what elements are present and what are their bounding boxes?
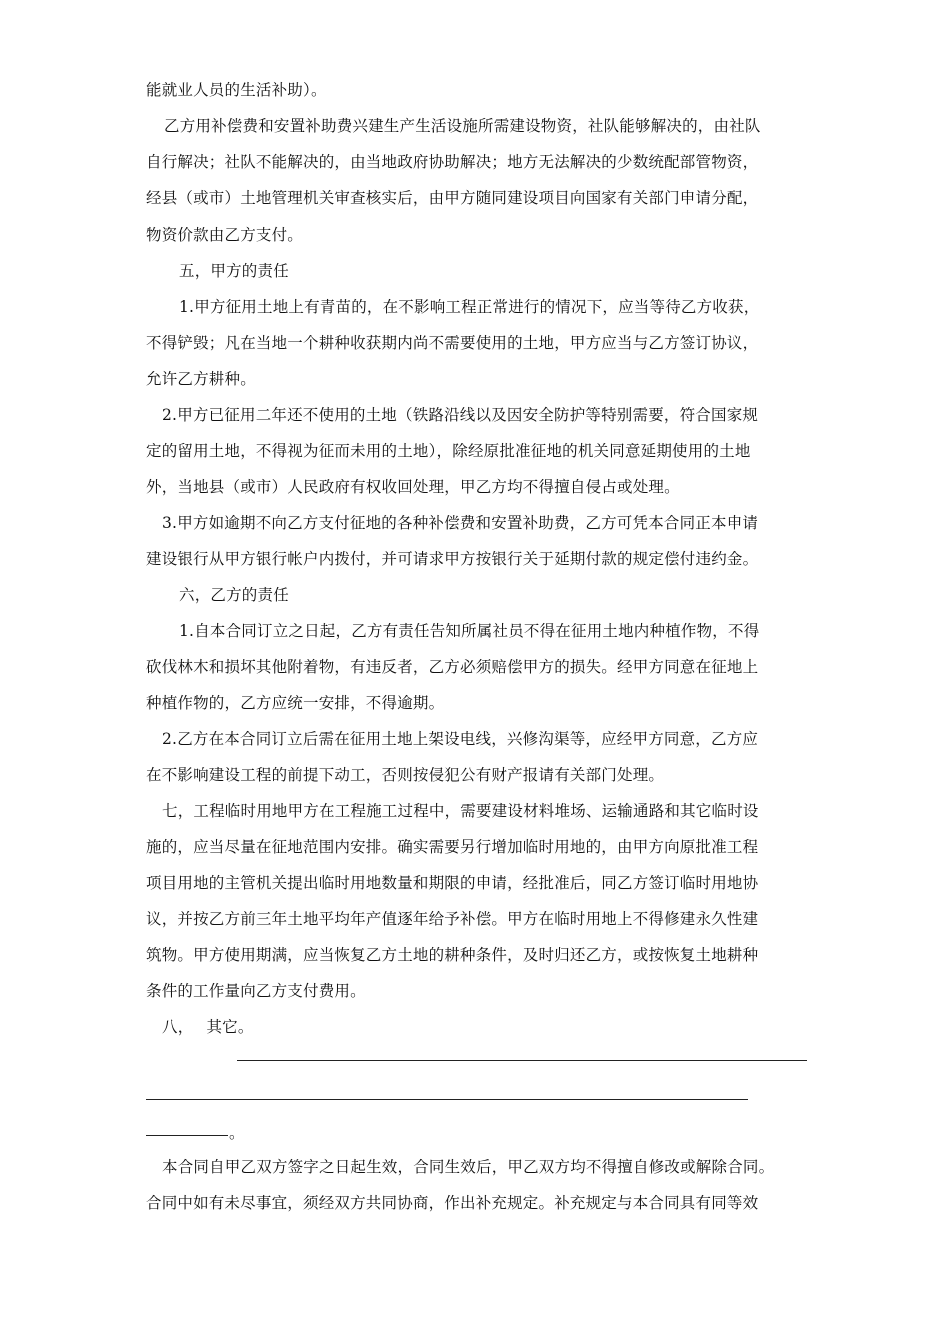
text-line: 砍伐林木和损坏其他附着物，有违反者，乙方必须赔偿甲方的损失。经甲方同意在征地上 (146, 658, 759, 676)
text-line: 能就业人员的生活补助）。 (146, 81, 327, 99)
text-line: 在不影响建设工程的前提下动工，否则按侵犯公有财产报请有关部门处理。 (146, 766, 665, 784)
text-line: 筑物。甲方使用期满，应当恢复乙方土地的耕种条件，及时归还乙方，或按恢复土地耕种 (146, 946, 759, 964)
text-line: 定的留用土地，不得视为征而未用的土地），除经原批准征地的机关同意延期使用的土地 (146, 442, 751, 460)
text-line: 乙方用补偿费和安置补助费兴建生产生活设施所需建设物资，社队能够解决的，由社队 (164, 117, 761, 135)
fill-in-line (146, 1135, 228, 1136)
text-line: 合同中如有未尽事宜，须经双方共同协商，作出补充规定。补充规定与本合同具有同等效 (146, 1194, 759, 1212)
text-line: 物资价款由乙方支付。 (146, 226, 304, 244)
text-line: 1.甲方征用土地上有青苗的，在不影响工程正常进行的情况下，应当等待乙方收获， (179, 298, 760, 316)
text-line: 2.甲方已征用二年还不使用的土地（铁路沿线以及因安全防护等特别需要，符合国家规 (162, 406, 759, 424)
text-line: 经县（或市）土地管理机关审查核实后，由甲方随同建设项目向国家有关部门申请分配， (146, 189, 759, 207)
text-line: 允许乙方耕种。 (146, 370, 256, 388)
section-heading: 五，甲方的责任 (179, 262, 289, 280)
fill-in-line (146, 1099, 748, 1100)
text-line: 议，并按乙方前三年土地平均年产值逐年给予补偿。甲方在临时用地上不得修建永久性建 (146, 910, 759, 928)
text-line: 七，工程临时用地甲方在工程施工过程中，需要建设材料堆场、运输通路和其它临时设 (162, 802, 759, 820)
fill-in-line (237, 1060, 807, 1061)
text-line: 不得铲毁；凡在当地一个耕种收获期内尚不需要使用的土地，甲方应当与乙方签订协议， (146, 334, 759, 352)
text-line: 2.乙方在本合同订立后需在征用土地上架设电线，兴修沟渠等，应经甲方同意，乙方应 (162, 730, 759, 748)
text-line: 种植作物的，乙方应统一安排，不得逾期。 (146, 694, 445, 712)
text-line: 自行解决；社队不能解决的，由当地政府协助解决；地方无法解决的少数统配部管物资， (146, 153, 759, 171)
text-line: 3.甲方如逾期不向乙方支付征地的各种补偿费和安置补助费，乙方可凭本合同正本申请 (162, 514, 759, 532)
text-line: 建设银行从甲方银行帐户内拨付，并可请求甲方按银行关于延期付款的规定偿付违约金。 (146, 550, 759, 568)
text-line: 1.自本合同订立之日起，乙方有责任告知所属社员不得在征用土地内种植作物，不得 (179, 622, 760, 640)
text-line: 条件的工作量向乙方支付费用。 (146, 982, 366, 1000)
text-line: 项目用地的主管机关提出临时用地数量和期限的申请，经批准后，同乙方签订临时用地协 (146, 874, 759, 892)
text-line: 本合同自甲乙双方签字之日起生效，合同生效后，甲乙双方均不得擅自修改或解除合同。 (162, 1158, 775, 1176)
text-line: 施的，应当尽量在征地范围内安排。确实需要另行增加临时用地的，由甲方向原批准工程 (146, 838, 759, 856)
text-line: 。 (229, 1124, 245, 1142)
text-line: 外，当地县（或市）人民政府有权收回处理，甲乙方均不得擅自侵占或处理。 (146, 478, 680, 496)
section-heading: 六，乙方的责任 (179, 586, 289, 604)
section-heading: 八， 其它。 (162, 1018, 254, 1036)
